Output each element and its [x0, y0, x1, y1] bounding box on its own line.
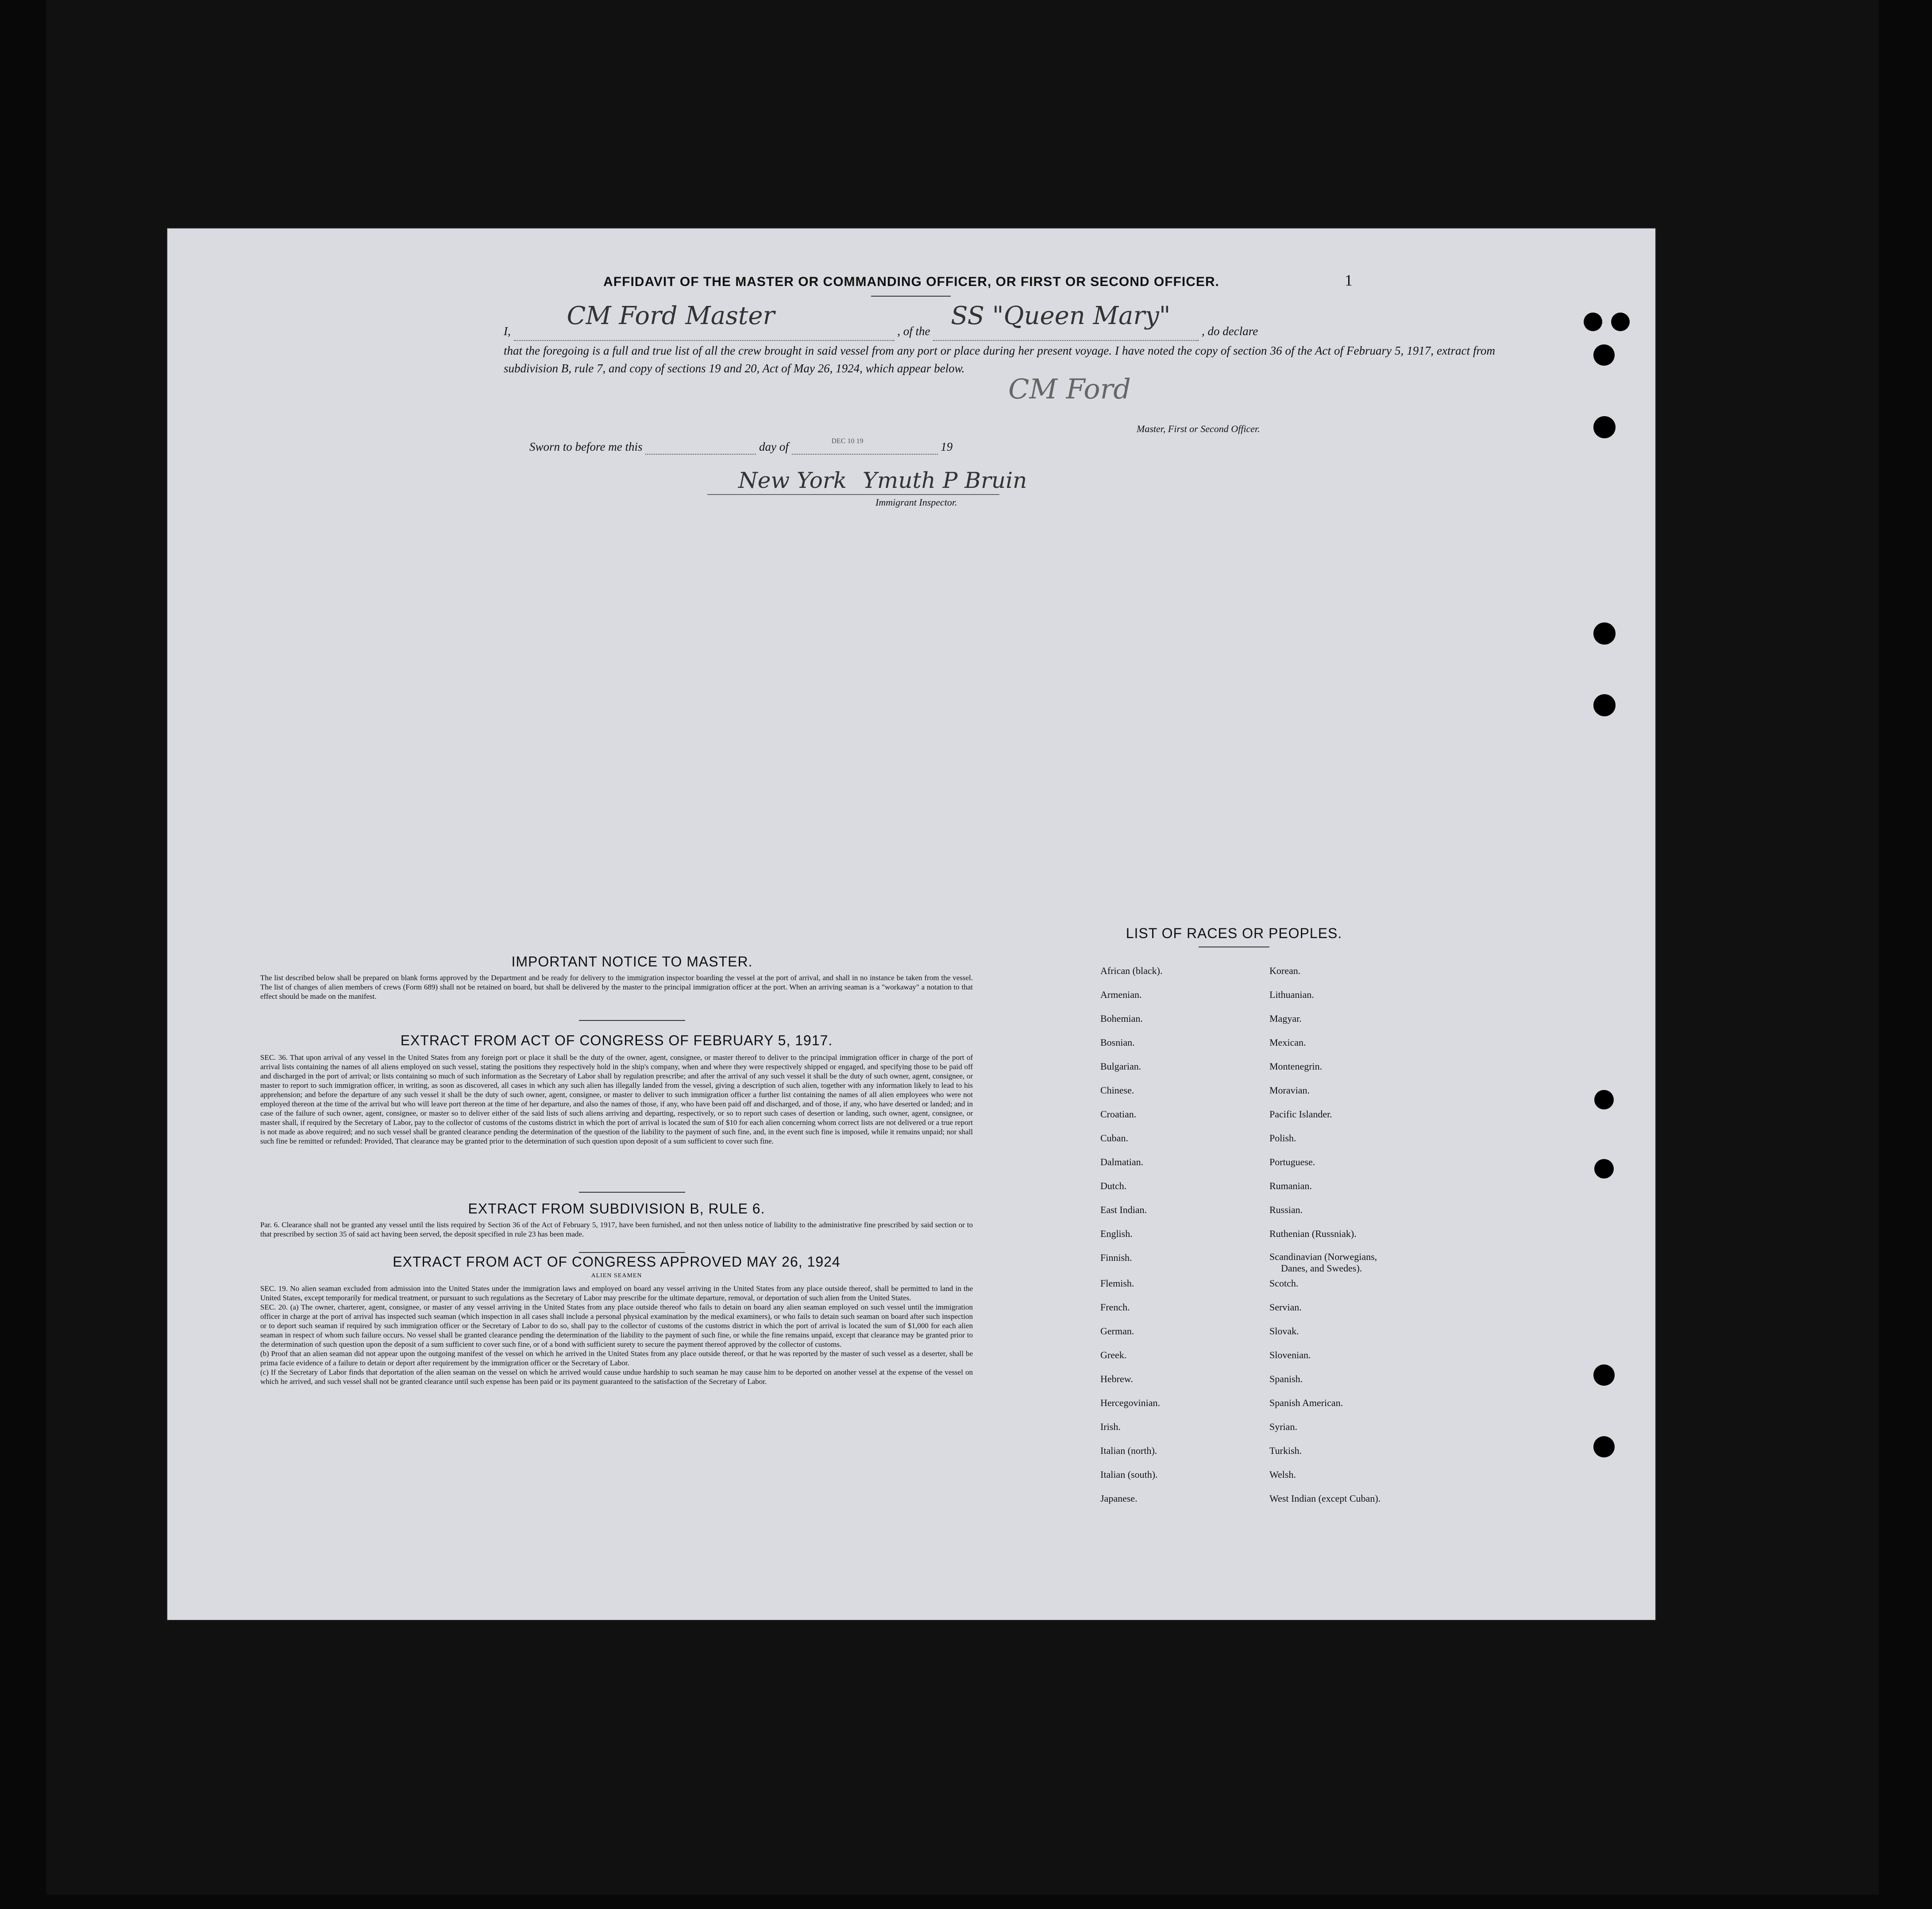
sworn-label: Sworn to before me this	[529, 440, 643, 453]
punch-hole	[1584, 313, 1602, 331]
punch-hole	[1593, 416, 1616, 438]
rule6-title: EXTRACT FROM SUBDIVISION B, RULE 6.	[468, 1201, 765, 1217]
title-rule	[871, 296, 951, 297]
race-item: Scotch.	[1269, 1278, 1299, 1289]
sworn-line	[529, 437, 953, 455]
punch-hole	[1593, 622, 1616, 645]
master-name-field	[514, 301, 895, 341]
inspector-line	[707, 494, 999, 495]
race-item: Spanish American.	[1269, 1397, 1343, 1408]
race-item: Rumanian.	[1269, 1180, 1312, 1191]
extract-1917-rule	[579, 1192, 685, 1193]
sworn-date-field	[792, 437, 938, 455]
page-mark: 1	[1345, 271, 1353, 289]
sec-19: SEC. 19. No alien seaman excluded from admission into the United States under the immigration laws and employed on board any vessel arriving in the United States from any place outside thereof, shall be permitted to land in the United States, except temporarily for medical treatment, or pursuant to such regulations as the Secretary of Labor may prescribe for the ultimate departure, removal, or deportation of such alien from the United States.	[260, 1284, 973, 1302]
race-item: Ruthenian (Russniak).	[1269, 1228, 1357, 1239]
sec-20-a: SEC. 20. (a) The owner, charterer, agent, consignee, or master of any vessel arriving in the United States from any place outside thereof who fails to detain on board any alien seaman employed on such vessel until the immigration officer in charge at the port of arrival has inspected such seaman (which inspection in all cases shall include a personal physical examination by the medical examiners), or who fails to detain such seaman on board after such inspection or to deport such seaman if required by such immigration officer or the Secretary of Labor to do so, shall pay to the collector of customs of the customs district in which the port of arrival is located the sum of $1,000 for each alien seaman in respect of whom such failure occurs. No vessel shall be granted clearance pending the determination of the liability to the payment of such fine, or while the fine remains unpaid, except that clearance may be granted prior to the determination of such question upon the deposit of a sum sufficient to cover such fine, or of a bond with sufficient surety to secure the payment thereof approved by the collector of customs.	[260, 1303, 973, 1349]
race-item: Chinese.	[1100, 1085, 1134, 1096]
year-label: 19	[941, 440, 953, 453]
date-stamp: DEC 10 19	[831, 437, 864, 445]
race-item: Korean.	[1269, 965, 1301, 976]
race-item: Slovak.	[1269, 1325, 1299, 1337]
race-item: Dalmatian.	[1100, 1156, 1144, 1167]
rule6-text: Par. 6. Clearance shall not be granted any vessel until the lists required by Section 36 of the Act of February 5, 1917, have been furnished, and not then unless notice of liability to the administrative fine prescribed by said section or to that prescribed by section 35 of said act having been served, the deposit specified in rule 23 has been made.	[260, 1221, 973, 1238]
race-item: Flemish.	[1100, 1278, 1134, 1289]
punch-hole	[1593, 1436, 1615, 1457]
inspector-place: New York	[738, 468, 847, 493]
race-item: Slovenian.	[1269, 1349, 1311, 1360]
inspector-signature-block	[738, 468, 1027, 493]
race-item: Moravian.	[1269, 1085, 1310, 1096]
extract-1924-subtitle: ALIEN SEAMEN	[591, 1272, 642, 1279]
punch-hole	[1611, 313, 1630, 331]
race-item: Scandinavian (Norwegians,	[1269, 1251, 1377, 1262]
punch-hole	[1594, 1090, 1614, 1109]
notice-text: The list described below shall be prepared on blank forms approved by the Department and be ready for delivery to the immigration inspector boarding the vessel at the port of arrival, and shall in no instance be taken from the vessel. The list of changes of alien members of crews (Form 689) shall not be retained on board, but shall be delivered by the master to the principal immigration officer at the port. When an arriving seaman is a "workaway" a notation to that effect should be made on the manifest.	[260, 974, 973, 1001]
rule6-rule	[579, 1252, 685, 1253]
race-item: Syrian.	[1269, 1421, 1297, 1432]
race-item: Bohemian.	[1100, 1013, 1143, 1024]
race-item: Magyar.	[1269, 1013, 1302, 1024]
race-item: West Indian (except Cuban).	[1269, 1493, 1381, 1504]
race-item: Russian.	[1269, 1204, 1303, 1215]
race-item: Portuguese.	[1269, 1156, 1315, 1167]
affidavit-first-line	[504, 301, 1495, 341]
punch-hole	[1593, 344, 1615, 366]
race-item: Greek.	[1100, 1349, 1127, 1360]
extract-1924-text	[260, 1284, 973, 1386]
race-item: Hercegovinian.	[1100, 1397, 1160, 1408]
affidavit-i: I,	[504, 325, 511, 338]
race-item: East Indian.	[1100, 1204, 1147, 1215]
race-item: Japanese.	[1100, 1493, 1138, 1504]
affidavit-do-declare: , do declare	[1202, 325, 1258, 338]
punch-hole	[1593, 694, 1616, 716]
affidavit-of-the: , of the	[897, 325, 930, 338]
extract-1917-title: EXTRACT FROM ACT OF CONGRESS OF FEBRUARY 5, 1917.	[400, 1032, 833, 1048]
sec-20-c: (c) If the Secretary of Labor finds that deportation of the alien seaman on the vessel on which he arrived would cause undue hardship to such seaman he may cause him to be deported on another vessel at the expense of the vessel on which he arrived, and such vessel shall not be granted clearance until such expense has been paid or its payment guaranteed to the satisfaction of the Secretary of Labor.	[260, 1368, 973, 1386]
race-item: German.	[1100, 1325, 1134, 1337]
race-item: Montenegrin.	[1269, 1061, 1323, 1072]
punch-hole	[1594, 1159, 1614, 1179]
sworn-day-field	[645, 440, 756, 455]
race-item: Armenian.	[1100, 989, 1142, 1000]
race-item: Servian.	[1269, 1302, 1302, 1313]
inspector-caption: Immigrant Inspector.	[875, 497, 957, 508]
extract-1924-title: EXTRACT FROM ACT OF CONGRESS APPROVED MAY 26, 1924	[393, 1254, 841, 1270]
race-item: English.	[1100, 1228, 1133, 1239]
race-item: French.	[1100, 1302, 1130, 1313]
race-item: Cuban.	[1100, 1132, 1128, 1144]
race-item: Irish.	[1100, 1421, 1121, 1432]
race-item: Bulgarian.	[1100, 1061, 1141, 1072]
punch-hole	[1593, 1364, 1615, 1386]
race-item: African (black).	[1100, 965, 1163, 976]
race-item: Croatian.	[1100, 1109, 1137, 1120]
race-item: Dutch.	[1100, 1180, 1127, 1191]
vessel-name-field	[933, 301, 1199, 341]
race-item: Hebrew.	[1100, 1373, 1133, 1384]
race-item: Turkish.	[1269, 1445, 1302, 1456]
inspector-signature: Ymuth P Bruin	[862, 468, 1027, 493]
affidavit-body	[504, 301, 1495, 377]
race-item: Finnish.	[1100, 1252, 1132, 1263]
race-item: Bosnian.	[1100, 1037, 1135, 1048]
extract-1917-text: SEC. 36. That upon arrival of any vessel in the United States from any foreign port or place it shall be the duty of the owner, agent, consignee, or master thereof to deliver to the principal immigration officer in charge of the port of arrival lists containing the names of all aliens employed on such vessel, stating the positions they respectively hold in the ship's company, when and where they were respectively shipped or engaged, and specifying those to be paid off and discharged in the port of arrival; or lists containing so much of such information as the Secretary of Labor shall by regulation prescribe; and after the arrival of any such vessel it shall be the duty of such owner, agent, consignee, or master to report to such immigration officer, in writing, as soon as discovered, all cases in which any such alien has illegally landed from the vessel, giving a description of such alien, together with any information likely to lead to his apprehension; and before the departure of any such vessel it shall be the duty of such owner, agent, consignee, or master to deliver to such immigration officer a further list containing the names of all alien employees who were not employed thereon at the time of the arrival but who will leave port thereon at the time of her departure, and also the names of those, if any, who have been paid off and discharged, and of those, if any, who have deserted or landed; and in case of the failure of such owner, agent, consignee, or master so to deliver either of the said lists of such aliens arriving and departing, respectively, or so to report such cases of desertion or landing, such owner, agent, consignee, or master shall, if required by the Secretary of Labor, pay to the collector of customs of the customs district in which the port of arrival is located the sum of $10 for each alien concerning whom correct lists are not delivered or a true report is not made as above required; and no such vessel shall be granted clearance pending the determination of the question of the liability to the payment of such fine, and, in the event such fine is imposed, while it remains unpaid; nor shall such fine be remitted or refunded: Provided, That clearance may be granted prior to the determination of such question upon deposit of a sum sufficient to cover such fine.	[260, 1053, 973, 1145]
race-item: Italian (south).	[1100, 1469, 1158, 1480]
race-item-continued: Danes, and Swedes).	[1281, 1263, 1362, 1274]
affidavit-declaration: that the foregoing is a full and true list of all the crew brought in said vessel from any port or place during her present voyage. I have noted the copy of section 36 of the Act of February 5, 1917, extract from subdivision B, rule 7, and copy of sections 19 and 20, Act of May 26, 1924, which appear below.	[504, 344, 1495, 375]
race-item: Spanish.	[1269, 1373, 1303, 1384]
notice-rule	[579, 1020, 685, 1021]
master-name: CM Ford Master	[567, 301, 775, 330]
day-of-label: day of	[759, 440, 789, 453]
sec-20-b: (b) Proof that an alien seaman did not appear upon the outgoing manifest of the vessel on which he arrived in the United States from any place outside thereof, or that he was reported by the master of such vessel as a deserter, shall be prima facie evidence of a failure to detain or deport after requirement by the immigration officer or the Secretary of Labor.	[260, 1349, 973, 1367]
race-item: Pacific Islander.	[1269, 1109, 1332, 1120]
master-signature: CM Ford	[1008, 373, 1131, 405]
race-item: Lithuanian.	[1269, 989, 1314, 1000]
race-item: Mexican.	[1269, 1037, 1306, 1048]
race-item: Polish.	[1269, 1132, 1296, 1144]
notice-title: IMPORTANT NOTICE TO MASTER.	[511, 954, 753, 970]
race-item: Italian (north).	[1100, 1445, 1157, 1456]
affidavit-title: AFFIDAVIT OF THE MASTER OR COMMANDING OFFICER, OR FIRST OR SECOND OFFICER.	[603, 274, 1219, 289]
races-title: LIST OF RACES OR PEOPLES.	[1126, 925, 1342, 941]
vessel-name: SS "Queen Mary"	[951, 301, 1171, 330]
document-page	[167, 228, 1655, 1620]
signature-caption: Master, First or Second Officer.	[1137, 423, 1260, 434]
race-item: Welsh.	[1269, 1469, 1296, 1480]
